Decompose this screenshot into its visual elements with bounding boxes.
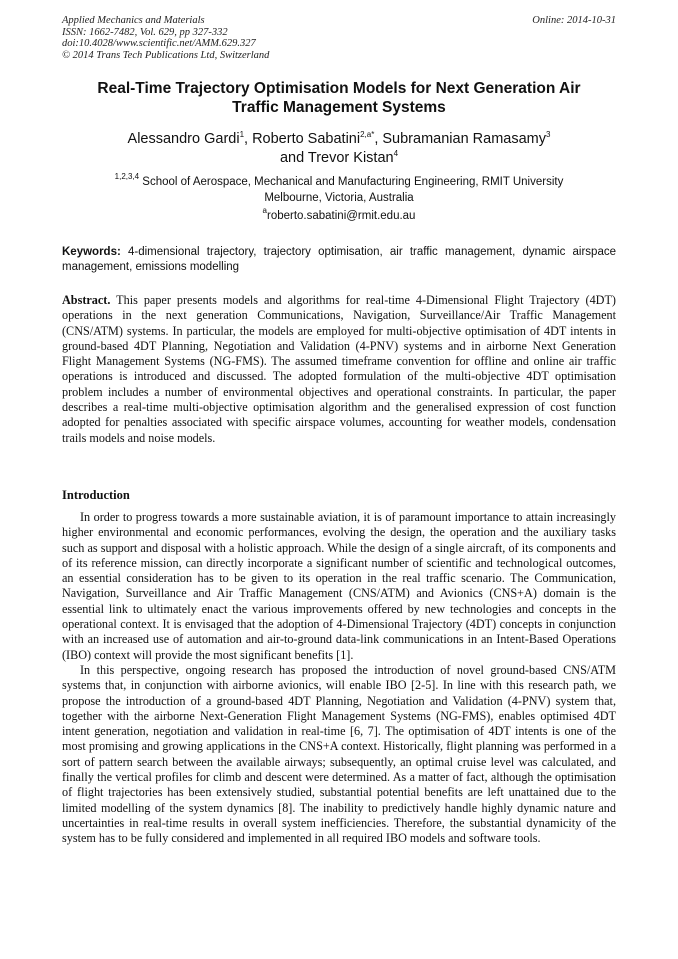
journal-header — [62, 15, 616, 61]
email-marker: a — [262, 206, 267, 215]
author-kistan-affil: 4 — [393, 148, 399, 158]
journal-copyright: © 2014 Trans Tech Publications Ltd, Switzerland — [62, 49, 270, 61]
journal-doi: doi:10.4028/www.scientific.net/AMM.629.327 — [62, 38, 256, 49]
author-ramasamy: , Subramanian Ramasamy — [374, 131, 546, 147]
author-sabatini-affil: 2,a* — [360, 130, 375, 139]
author-sabatini: , Roberto Sabatini — [244, 131, 361, 147]
keywords-text: 4-dimensional trajectory, trajectory optimisation, air traffic management, dynamic airspace management, emissions modelling — [62, 246, 616, 273]
abstract-text: This paper presents models and algorithms for real-time 4-Dimensional Flight Trajectory (4DT) operations in the next generation Communications, Navigation, Surveillance/Air Traffic Management (CNS/ATM) systems. In particular, the models are employed for multi-objective optimisation of 4DT intents in ground-based 4DT Planning, Negotiation and Validation (4-PNV) systems and in airborne Next Generation Flight Management Systems (NG-FMS). The assumed timeframe convention for offline and online air traffic operations is introduced and discussed. The adopted formulation of the multi-objective 4DT optimisation problem includes a number of environmental objectives and operational constraints. In particular, the paper describes a real-time multi-objective optimisation algorithm and the generalised expression of cost function adopted for penalties associated with specific airspace volumes, accounting for weather models, condensation trails models and noise models. — [62, 293, 616, 445]
author-kistan: and Trevor Kistan — [279, 149, 394, 166]
contact-email — [62, 206, 616, 224]
affiliation-location: Melbourne, Victoria, Australia — [264, 191, 414, 204]
introduction-paragraph-2: In this perspective, ongoing research has proposed the introduction of novel ground-based CNS/ATM systems that, in conjunction with airborne avionics, will enable IBO [2-5]. In line with this research path, we propose the introduction of a ground-based 4DT Planning, Negotiation and Validation (4-PNV) system that, together with the airborne Next-Generation Flight Management Systems (NG-FMS), enables optimised 4DT intent generation, negotiation and validation in real-time [6, 7]. The optimisation of 4DT intents is one of the most promising and growing applications in the CNS+A context. Historically, flight planning was performed in a sort of pattern search between the available airways; subsequently, an optimal cruise level was calculated, and finally the vertical profiles for climb and descent were determined. As a matter of fact, although the optimisation of flight trajectories has been extensively studied, substantial potential benefits are left unattained due to the limited modelling of the system dynamics [8]. The inability to predictively handle highly dynamic nature and uncertainties in real-time results in overall system inefficiencies. Therefore, the substantial dynamicity of the system has to be fully considered and implemented in all required IBO models and software tools. — [62, 662, 616, 846]
email-address[interactable]: roberto.sabatini@rmit.edu.au — [266, 210, 416, 222]
introduction-paragraph-1: In order to progress towards a more sustainable aviation, it is of paramount importance to attain increasingly higher environmental and economic performances, evolving the design, the operation and the auxiliary tasks such as support and disposal with a holistic approach. While the design of a single aircraft, of its components and of its reference mission, can directly incorporate a significant number of scientific and technological outcomes, an essential consideration has to be given to its operation in the real traffic scenario. The Communication, Navigation, Surveillance and Air Traffic Management (CNS/ATM) and Avionics (CNS+A) domain is the essential link to ultimately enact the various improvements offered by new technologies and concepts in the operational context. It is envisaged that the adoption of 4-Dimensional Trajectory (4DT) concepts in conjunction with an increased use of automation and air-to-ground data-link communications in an Intent-Based Operations (IBO) context will provide the most significant benefits [1]. — [62, 510, 616, 662]
online-date: Online: 2014-10-31 — [532, 15, 616, 26]
affiliation-marker: 1,2,3,4 — [114, 172, 140, 181]
keywords-label: Keywords: — [62, 246, 121, 258]
affiliation — [62, 172, 616, 206]
title-line-1: Real-Time Trajectory Optimisation Models for Next Generation Air — [97, 80, 581, 97]
affiliation-school: School of Aerospace, Mechanical and Manufacturing Engineering, RMIT University — [139, 176, 564, 188]
author-list — [62, 130, 616, 167]
author-line-2 — [62, 149, 616, 168]
author-ramasamy-affil: 3 — [546, 130, 551, 139]
abstract — [62, 293, 616, 446]
introduction-body — [62, 510, 616, 847]
paper-title — [62, 79, 616, 117]
author-line-1 — [62, 130, 616, 149]
title-line-2: Traffic Management Systems — [232, 99, 446, 116]
affiliation-line-1 — [62, 172, 616, 191]
author-gardi: Alessandro Gardi — [127, 131, 240, 147]
author-gardi-affil: 1 — [239, 130, 245, 139]
keywords — [62, 245, 616, 275]
journal-name: Applied Mechanics and Materials — [62, 15, 205, 26]
journal-issn: ISSN: 1662-7482, Vol. 629, pp 327-332 — [62, 26, 228, 38]
abstract-label: Abstract. — [62, 293, 111, 307]
section-heading-introduction: Introduction — [62, 488, 130, 502]
